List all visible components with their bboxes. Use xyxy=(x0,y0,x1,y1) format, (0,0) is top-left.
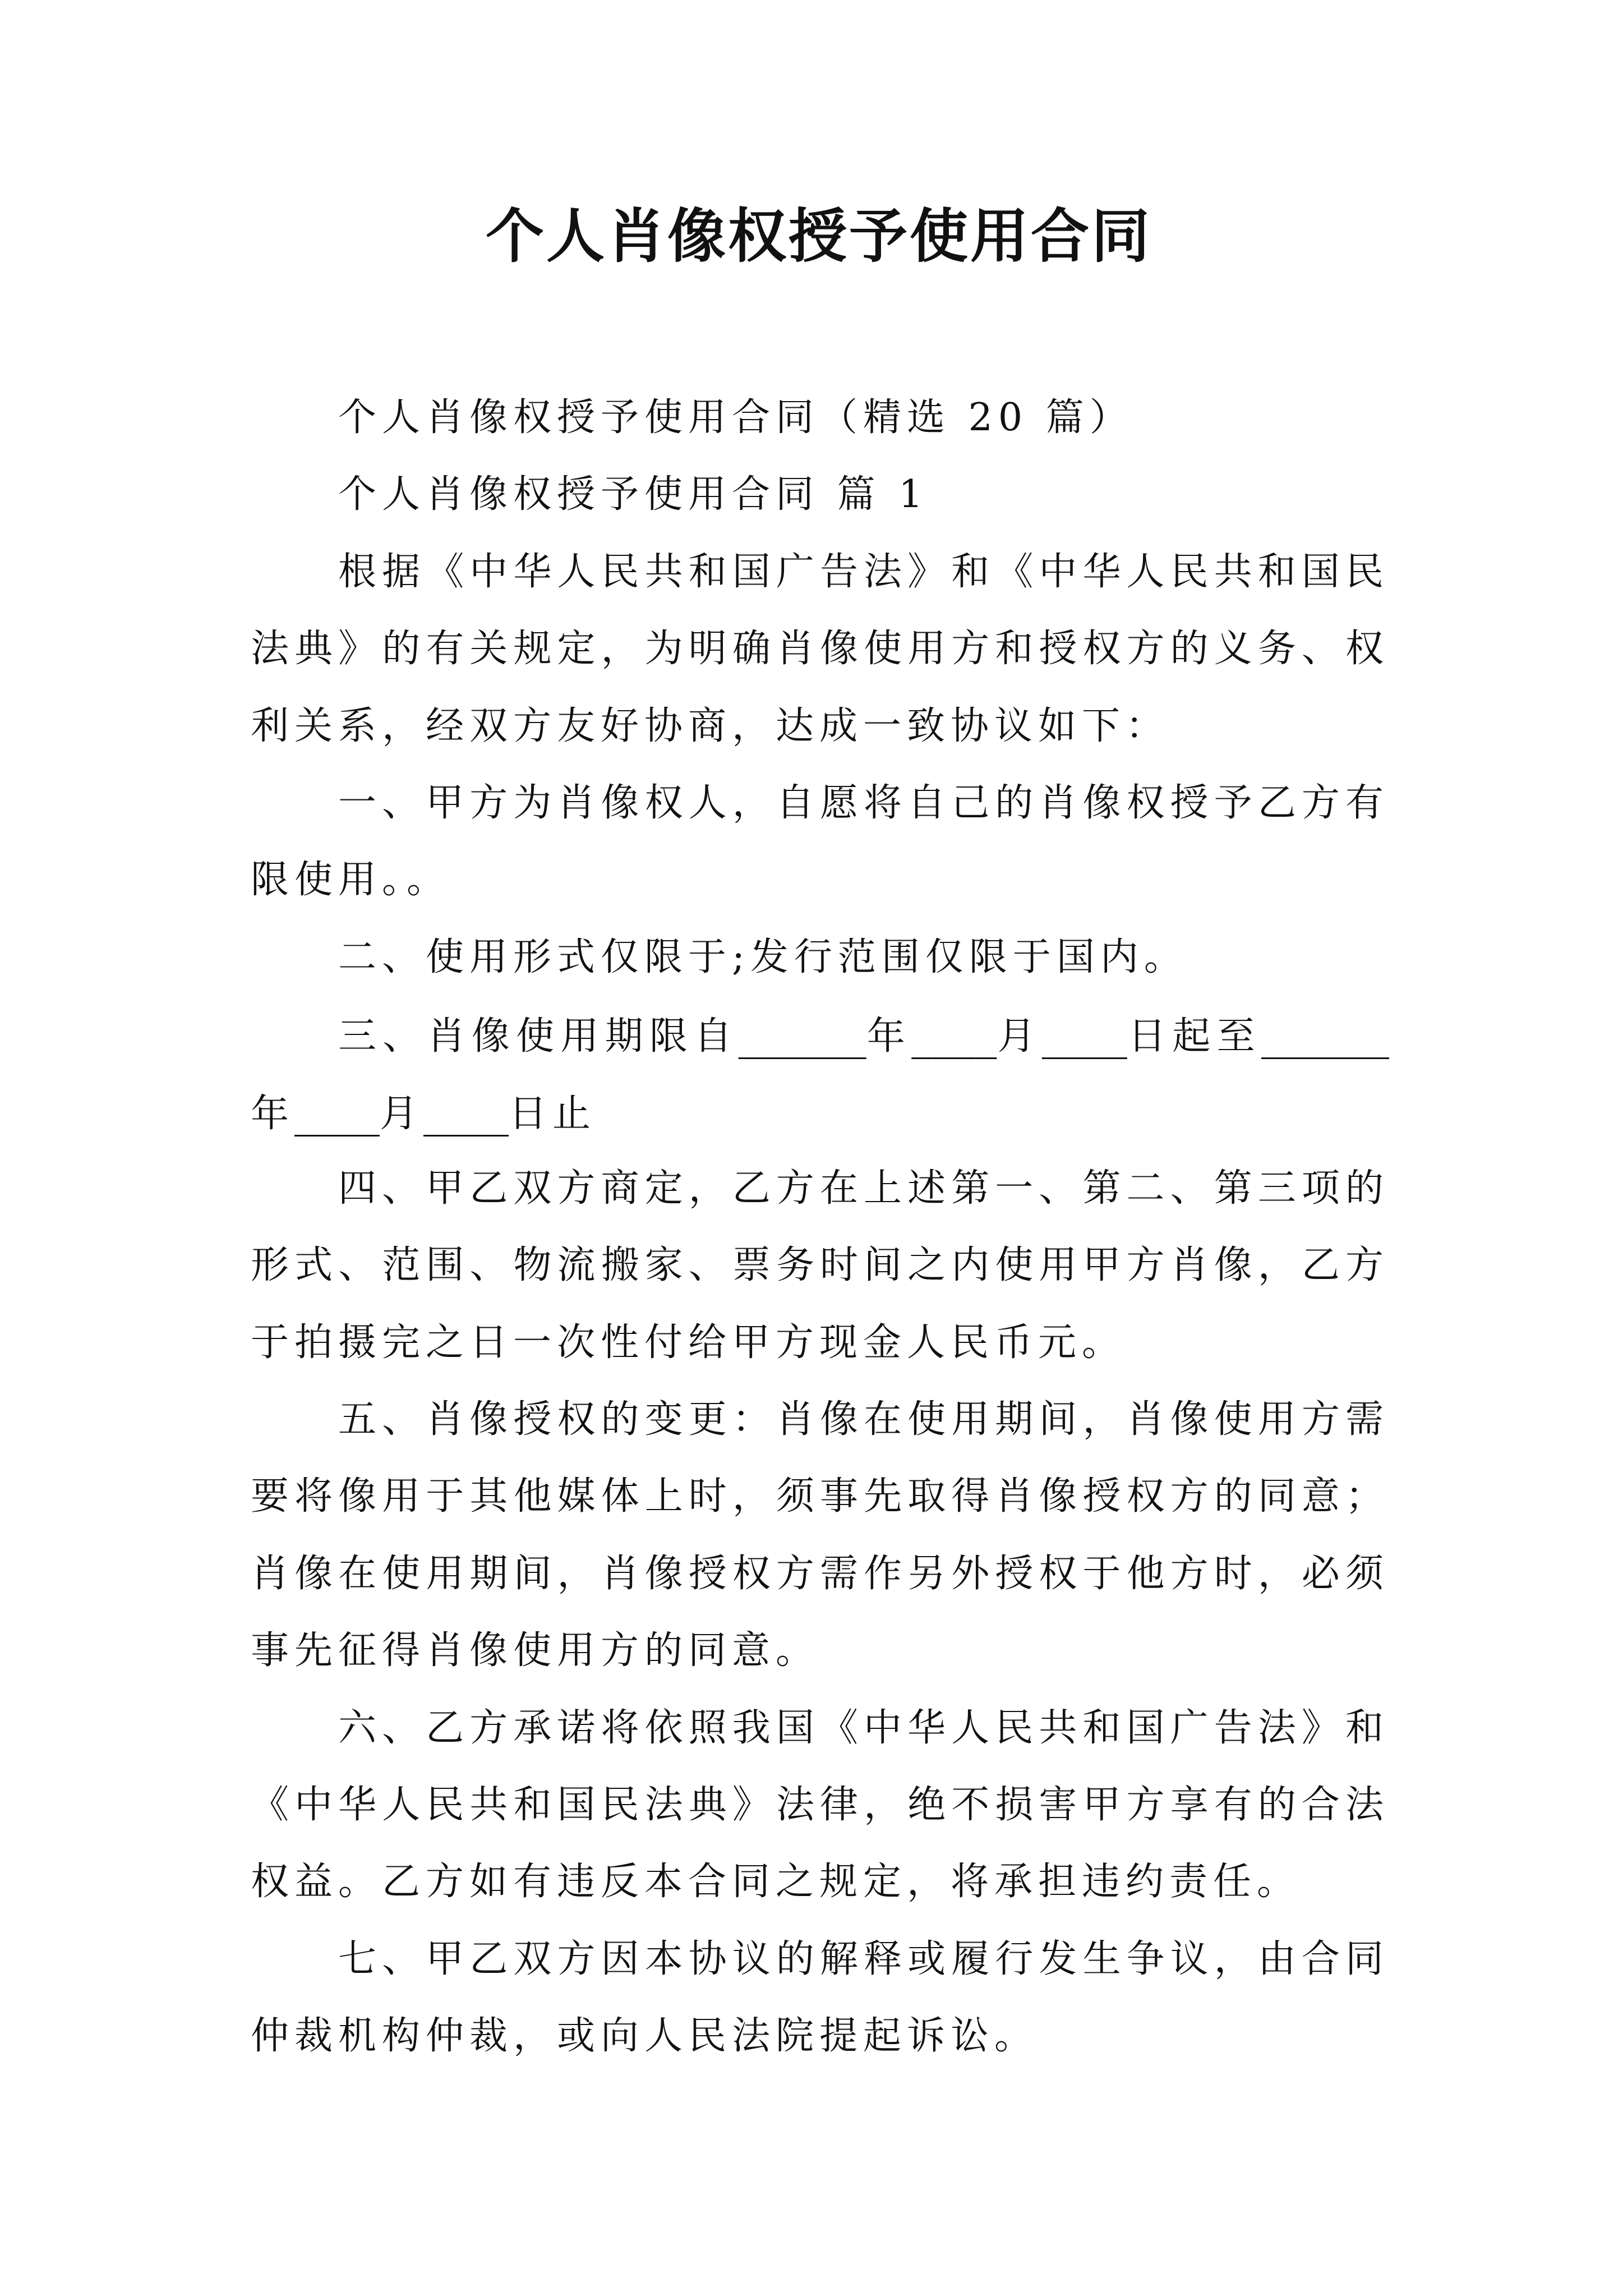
paragraph-line: 仲裁机构仲裁，或向人民法院提起诉讼。 xyxy=(251,2014,1039,2059)
paragraph-line: 事先征得肖像使用方的同意。 xyxy=(251,1628,820,1673)
fill-in-blank-start-day: ____ xyxy=(1041,1009,1127,1060)
clause-5-paragraph xyxy=(251,1381,1389,1690)
fill-in-blank-end-year: ______ xyxy=(1261,1009,1389,1060)
document-title: 个人肖像权授予使用合同 xyxy=(485,201,1152,270)
preamble-paragraph xyxy=(251,533,1389,765)
paragraph-line: 六、乙方承诺将依照我国《中华人民共和国广告法》和 xyxy=(338,1705,1389,1750)
text-segment: 月 xyxy=(997,1014,1042,1059)
paragraph-line: 二、使用形式仅限于;发行范围仅限于国内。 xyxy=(338,935,1188,979)
document-body xyxy=(251,379,1389,2075)
paragraph-line: 法典》的有关规定，为明确肖像使用方和授权方的义务、权 xyxy=(251,627,1389,671)
text-segment: 三、肖像使用期限自 xyxy=(338,1014,739,1059)
clause-2-paragraph xyxy=(251,919,1389,996)
text-segment: 年 xyxy=(866,1014,912,1059)
text-segment: 年 xyxy=(251,1091,295,1136)
paragraph-line: 形式、范围、物流搬家、票务时间之内使用甲方肖像，乙方 xyxy=(251,1243,1389,1288)
fill-in-blank-start-month: ____ xyxy=(911,1009,997,1060)
fill-in-blank-end-month: ____ xyxy=(294,1086,380,1137)
clause-7-paragraph xyxy=(251,1921,1389,2075)
collection-heading-text: 个人肖像权授予使用合同（精选 20 篇） xyxy=(338,395,1133,440)
text-segment: 月 xyxy=(380,1091,424,1136)
paragraph-line xyxy=(251,996,1389,1073)
text-segment: 日起至 xyxy=(1127,1014,1261,1059)
paragraph-line: 五、肖像授权的变更：肖像在使用期间，肖像使用方需 xyxy=(338,1397,1389,1442)
fill-in-blank-end-day: ____ xyxy=(423,1086,509,1137)
paragraph-line: 四、甲乙双方商定，乙方在上述第一、第二、第三项的 xyxy=(338,1166,1389,1211)
fill-in-blank-start-year: ______ xyxy=(738,1009,866,1060)
clause-3-paragraph xyxy=(251,996,1389,1150)
collection-heading xyxy=(251,379,1389,456)
paragraph-line: 利关系，经双方友好协商，达成一致协议如下： xyxy=(251,703,1170,748)
paragraph-line xyxy=(251,1073,1389,1150)
paragraph-line: 限使用。。 xyxy=(251,858,451,903)
paragraph-line: 要将像用于其他媒体上时，须事先取得肖像授权方的同意； xyxy=(251,1474,1389,1519)
clause-6-paragraph xyxy=(251,1690,1389,1921)
paragraph-line: 七、甲乙双方因本协议的解释或履行发生争议，由合同 xyxy=(338,1936,1389,1981)
text-segment: 日止 xyxy=(509,1091,597,1136)
paragraph-line: 《中华人民共和国民法典》法律，绝不损害甲方享有的合法 xyxy=(251,1783,1389,1828)
article-heading xyxy=(251,456,1389,533)
paragraph-line: 于拍摄完之日一次性付给甲方现金人民币元。 xyxy=(251,1320,1126,1365)
clause-4-paragraph xyxy=(251,1150,1389,1381)
paragraph-line: 肖像在使用期间，肖像授权方需作另外授权于他方时，必须 xyxy=(251,1551,1389,1596)
paragraph-line: 一、甲方为肖像权人，自愿将自己的肖像权授予乙方有 xyxy=(338,780,1389,825)
article-heading-text: 个人肖像权授予使用合同 篇 1 xyxy=(338,472,929,517)
paragraph-line: 根据《中华人民共和国广告法》和《中华人民共和国民 xyxy=(338,549,1389,594)
clause-1-paragraph xyxy=(251,765,1389,919)
paragraph-line: 权益。乙方如有违反本合同之规定，将承担违约责任。 xyxy=(251,1860,1301,1904)
